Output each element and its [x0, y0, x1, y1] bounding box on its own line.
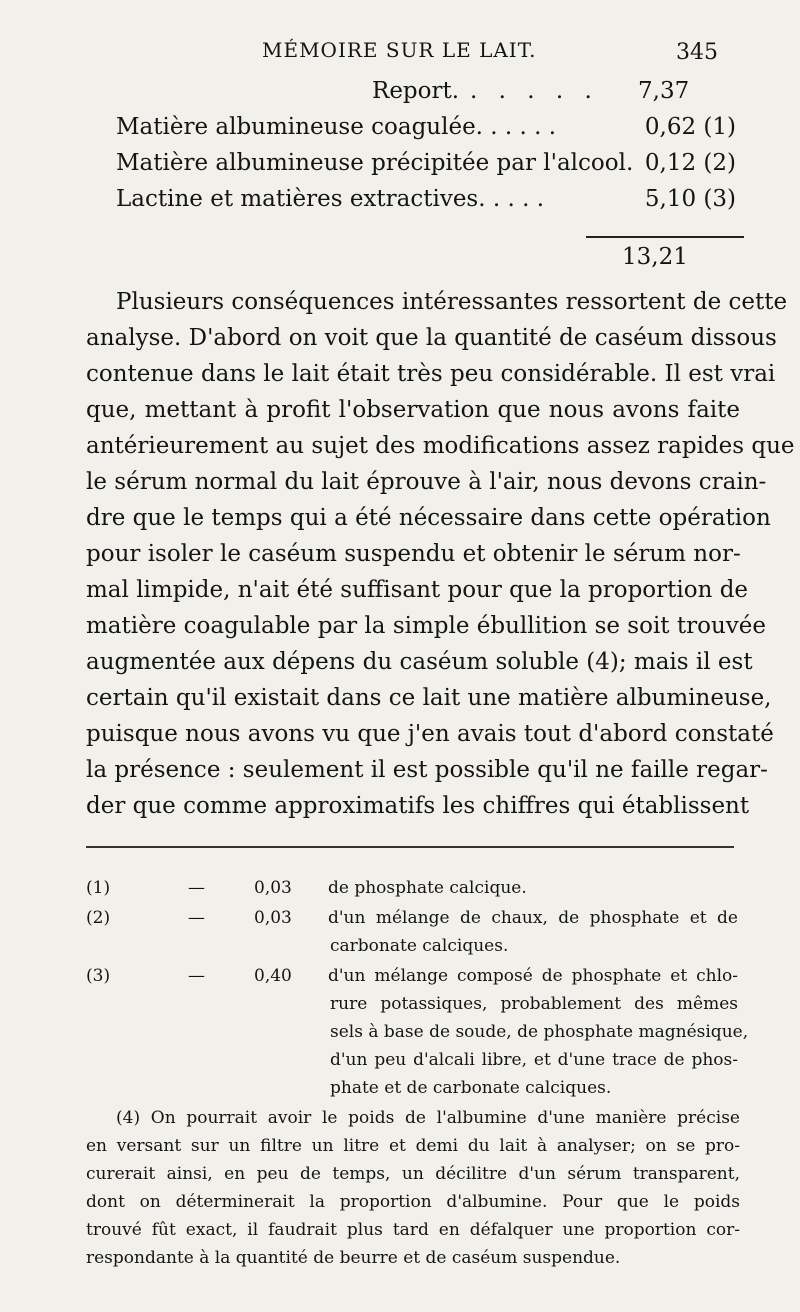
report-dots: . . . . .: [470, 78, 599, 104]
footnote-mark: (3): [86, 966, 111, 986]
text-line: analyse. D'abord on voit que la quantité de caséum dissous: [86, 325, 777, 351]
footnote-text: d'un peu d'alcali libre, et d'une trace de phos-: [330, 1050, 738, 1070]
total-value: 13,21: [622, 244, 688, 270]
footnote-mark: (1): [86, 878, 111, 898]
footnote-text: curerait ainsi, en peu de temps, un décilitre d'un sérum transparent,: [86, 1164, 740, 1184]
running-header: MÉMOIRE SUR LE LAIT.: [262, 38, 537, 62]
text-line: dre que le temps qui a été nécessaire dans cette opération: [86, 505, 771, 531]
row-label: Matière albumineuse coagulée. . . . . .: [116, 114, 557, 140]
row-value: 0,12 (2): [644, 150, 736, 176]
row-label: Lactine et matières extractives. . . . .: [116, 186, 545, 212]
text-line: pour isoler le caséum suspendu et obtenir le sérum nor-: [86, 541, 741, 567]
text-line: la présence : seulement il est possible qu'il ne faille regar-: [86, 757, 768, 783]
text-line: que, mettant à profit l'observation que nous avons faite: [86, 397, 740, 423]
footnote-mark: (2): [86, 908, 111, 928]
footnote-dash: —: [188, 878, 205, 898]
sum-rule: [586, 236, 744, 238]
footnote-text: dont on déterminerait la proportion d'albumine. Pour que le poids: [86, 1192, 740, 1212]
footnote-rule: [86, 846, 734, 848]
footnote-text: phate et de carbonate calciques.: [330, 1078, 612, 1098]
text-line: puisque nous avons vu que j'en avais tout d'abord constaté: [86, 721, 774, 747]
row-label: Matière albumineuse précipitée par l'alcool.: [116, 150, 634, 176]
footnote-text: trouvé fût exact, il faudrait plus tard en défalquer une proportion cor-: [86, 1220, 740, 1240]
footnote-text: respondante à la quantité de beurre et de caséum suspendue.: [86, 1248, 621, 1268]
table-row: [116, 114, 736, 150]
footnote-text: d'un mélange de chaux, de phosphate et de: [328, 908, 738, 928]
report-value: 7,37: [638, 78, 690, 104]
text-line: der que comme approximatifs les chiffres qui établissent: [86, 793, 750, 819]
footnote-text: rure potassiques, probablement des mêmes: [330, 994, 738, 1014]
text-line: le sérum normal du lait éprouve à l'air, nous devons crain-: [86, 469, 767, 495]
row-value: 0,62 (1): [644, 114, 736, 140]
footnote-amount: 0,03: [254, 908, 292, 928]
text-line: augmentée aux dépens du caséum soluble (4); mais il est: [86, 649, 753, 675]
footnote-text: de phosphate calcique.: [328, 878, 527, 898]
footnote-text: (4) On pourrait avoir le poids de l'albumine d'une manière précise: [116, 1108, 740, 1128]
footnote-dash: —: [188, 966, 205, 986]
report-label: Report.: [372, 78, 460, 104]
footnote-amount: 0,40: [254, 966, 292, 986]
page-number: 345: [676, 40, 718, 65]
footnote-text: en versant sur un filtre un litre et demi du lait à analyser; on se pro-: [86, 1136, 740, 1156]
row-value: 5,10 (3): [644, 186, 736, 212]
footnote-dash: —: [188, 908, 205, 928]
text-line: contenue dans le lait était très peu considérable. Il est vrai: [86, 361, 776, 387]
footnote-text: d'un mélange composé de phosphate et chlo-: [328, 966, 738, 986]
text-line: mal limpide, n'ait été suffisant pour que la proportion de: [86, 577, 749, 603]
footnote-amount: 0,03: [254, 878, 292, 898]
footnote-text: sels à base de soude, de phosphate magnésique,: [330, 1022, 749, 1042]
table-row: [116, 150, 736, 186]
text-line: matière coagulable par la simple ébullition se soit trouvée: [86, 613, 766, 639]
table-row: [116, 186, 736, 222]
text-line: antérieurement au sujet des modifications assez rapides que: [86, 433, 795, 459]
footnote-text: carbonate calciques.: [330, 936, 509, 956]
text-line: certain qu'il existait dans ce lait une matière albumineuse,: [86, 685, 772, 711]
text-line: Plusieurs conséquences intéressantes ressortent de cette: [116, 289, 788, 315]
